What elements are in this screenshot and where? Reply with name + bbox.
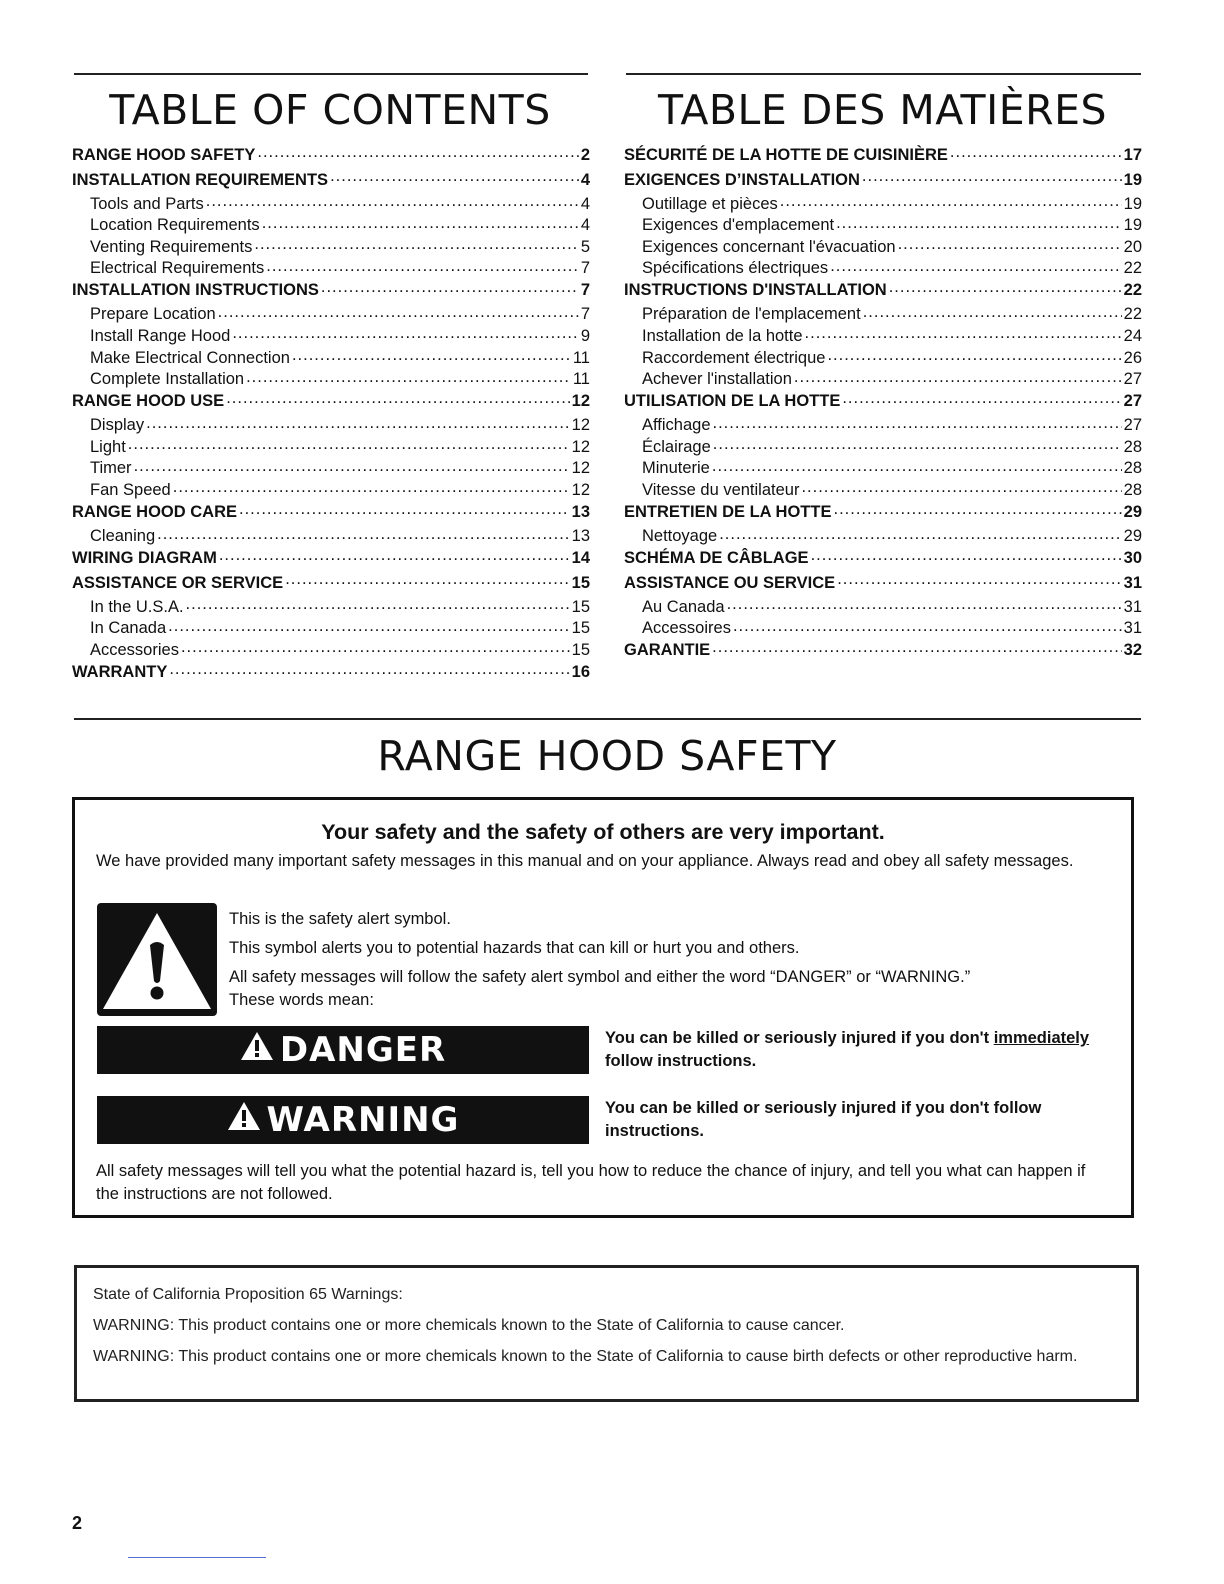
toc-entry-page: 4 — [580, 194, 590, 213]
toc-entry-label: Venting Requirements — [90, 237, 253, 256]
toc-dot-leader — [837, 571, 1121, 588]
toc-section-entry[interactable] — [624, 143, 1142, 168]
toc-dot-leader — [321, 279, 579, 296]
warning-alert-triangle-icon — [227, 1100, 261, 1140]
toc-dot-leader — [168, 617, 569, 634]
toc-subsection-entry[interactable] — [624, 414, 1142, 436]
warning-label: WARNING — [266, 1100, 460, 1140]
page-number: 2 — [72, 1513, 83, 1533]
toc-subsection-entry[interactable] — [72, 324, 590, 346]
toc-dot-leader — [836, 214, 1122, 231]
toc-section-entry[interactable] — [72, 571, 590, 596]
toc-entry-page: 5 — [580, 237, 590, 256]
toc-entry-label: Light — [90, 437, 126, 456]
safety-top-rule — [74, 718, 1141, 720]
toc-entry-page: 12 — [571, 392, 590, 411]
toc-dot-leader — [254, 235, 578, 252]
toc-entry-page: 29 — [1123, 527, 1142, 546]
toc-entry-page: 2 — [580, 146, 590, 164]
toc-subsection-entry[interactable] — [72, 525, 590, 547]
toc-entry-page: 27 — [1123, 370, 1142, 389]
toc-dot-leader — [794, 368, 1122, 385]
danger-signal-word — [97, 1026, 589, 1074]
safety-heading: Your safety and the safety of others are very important. — [321, 820, 885, 844]
prop65-title: State of California Proposition 65 Warnings: — [93, 1286, 403, 1303]
prop65-warning-reproductive: WARNING: This product contains one or more chemicals known to the State of California to cause birth defects or other reproductive harm. — [93, 1348, 1078, 1365]
toc-subsection-entry[interactable] — [624, 324, 1142, 346]
toc-entry-label: Install Range Hood — [90, 326, 231, 345]
toc-dot-leader — [186, 595, 570, 612]
toc-entry-label: Accessories — [90, 640, 179, 659]
toc-subsection-entry[interactable] — [72, 214, 590, 236]
toc-subsection-entry[interactable] — [72, 435, 590, 457]
toc-entry-label: GARANTIE — [624, 641, 711, 660]
toc-subsection-entry[interactable] — [72, 595, 590, 617]
toc-entry-label: Achever l'installation — [642, 370, 792, 389]
toc-dot-leader — [157, 525, 570, 542]
toc-entry-label: Electrical Requirements — [90, 259, 265, 278]
toc-entry-label: Tools and Parts — [90, 194, 204, 213]
toc-entry-page: 24 — [1123, 326, 1142, 345]
toc-dot-leader — [727, 595, 1122, 612]
toc-entry-page: 31 — [1123, 573, 1142, 592]
toc-subsection-entry[interactable] — [72, 457, 590, 479]
toc-entry-page: 22 — [1123, 281, 1142, 300]
toc-entry-page: 32 — [1123, 641, 1142, 660]
toc-dot-leader — [862, 168, 1122, 185]
toc-dot-leader — [801, 479, 1121, 496]
toc-entry-label: RANGE HOOD USE — [72, 392, 225, 411]
toc-dot-leader — [712, 457, 1122, 474]
toc-subsection-entry[interactable] — [624, 457, 1142, 479]
toc-dot-leader — [226, 390, 569, 407]
toc-section-entry[interactable] — [72, 546, 590, 571]
toc-subsection-entry[interactable] — [624, 257, 1142, 279]
toc-dot-leader — [292, 346, 571, 363]
toc-dot-leader — [827, 346, 1121, 363]
toc-subsection-entry[interactable] — [624, 192, 1142, 214]
toc-dot-leader — [232, 324, 578, 341]
toc-subsection-entry[interactable] — [72, 368, 590, 390]
toc-dot-leader — [134, 457, 570, 474]
danger-message-emphasis: immediately — [993, 1029, 1090, 1047]
toc-dot-leader — [805, 324, 1122, 341]
toc-entry-page: 22 — [1123, 259, 1142, 278]
toc-entry-label: RANGE HOOD CARE — [72, 503, 238, 522]
toc-dot-leader — [830, 257, 1121, 274]
toc-subsection-entry[interactable] — [72, 414, 590, 436]
toc-dot-leader — [712, 639, 1121, 656]
toc-entry-label: WARRANTY — [72, 663, 168, 681]
toc-subsection-entry[interactable] — [624, 595, 1142, 617]
toc-fr-title: TABLE DES MATIÈRES — [657, 86, 1108, 134]
toc-entry-label: Installation de la hotte — [642, 326, 803, 345]
toc-entry-label: Prepare Location — [90, 305, 216, 324]
toc-dot-leader — [239, 501, 570, 518]
toc-entry-page: 12 — [571, 416, 590, 435]
toc-dot-leader — [285, 571, 569, 588]
toc-section-entry[interactable] — [72, 143, 590, 168]
danger-label: DANGER — [279, 1030, 447, 1070]
toc-entry-label: ENTRETIEN DE LA HOTTE — [624, 503, 832, 522]
toc-dot-leader — [218, 303, 579, 320]
toc-subsection-entry[interactable] — [72, 617, 590, 639]
toc-entry-page: 19 — [1123, 170, 1142, 189]
toc-entry-page: 28 — [1123, 481, 1142, 500]
toc-entry-label: Exigences d'emplacement — [642, 216, 835, 235]
toc-subsection-entry[interactable] — [624, 214, 1142, 236]
toc-entry-page: 14 — [571, 549, 590, 568]
toc-subsection-entry[interactable] — [624, 479, 1142, 501]
toc-entry-label: UTILISATION DE LA HOTTE — [624, 392, 841, 411]
toc-entry-label: Accessoires — [642, 619, 731, 638]
toc-entry-page: 13 — [571, 527, 590, 546]
toc-entry-label: Cleaning — [90, 527, 156, 546]
toc-subsection-entry[interactable] — [72, 235, 590, 257]
toc-section-entry[interactable] — [72, 500, 590, 525]
toc-entry-page: 30 — [1123, 549, 1142, 568]
toc-subsection-entry[interactable] — [624, 368, 1142, 390]
toc-section-entry[interactable] — [624, 389, 1142, 414]
toc-entry-label: EXIGENCES D’INSTALLATION — [624, 170, 860, 189]
toc-entry-label: Nettoyage — [642, 527, 718, 546]
toc-entry-label: WIRING DIAGRAM — [72, 549, 217, 568]
prop65-box — [74, 1265, 1139, 1402]
toc-subsection-entry[interactable] — [624, 235, 1142, 257]
toc-entry-page: 27 — [1123, 392, 1142, 411]
safety-intro: We have provided many important safety messages in this manual and on your appliance. Always read and obey all safety messages. — [96, 852, 1074, 870]
toc-entry-page: 9 — [580, 326, 590, 345]
toc-entry-label: ASSISTANCE OR SERVICE — [72, 573, 284, 592]
toc-entry-label: SCHÉMA DE CÂBLAGE — [624, 549, 809, 568]
toc-dot-leader — [713, 414, 1122, 431]
safety-section-title: RANGE HOOD SAFETY — [377, 732, 837, 780]
toc-entry-label: Minuterie — [642, 459, 710, 478]
toc-dot-leader — [898, 235, 1122, 252]
toc-entry-label: INSTRUCTIONS D'INSTALLATION — [624, 281, 887, 300]
toc-en-list — [72, 143, 590, 685]
toc-entry-label: Location Requirements — [90, 216, 260, 235]
toc-en-title: TABLE OF CONTENTS — [109, 86, 551, 134]
toc-dot-leader — [713, 435, 1122, 452]
toc-dot-leader — [169, 661, 569, 678]
toc-subsection-entry[interactable] — [72, 638, 590, 660]
toc-entry-page: 15 — [571, 619, 590, 638]
toc-entry-page: 15 — [571, 573, 590, 592]
warning-signal-word — [97, 1096, 589, 1144]
toc-section-entry[interactable] — [624, 278, 1142, 303]
toc-entry-label: Outillage et pièces — [642, 194, 778, 213]
toc-section-entry[interactable] — [72, 389, 590, 414]
toc-section-entry[interactable] — [624, 571, 1142, 596]
toc-entry-page: 15 — [571, 597, 590, 616]
toc-entry-page: 7 — [580, 259, 590, 278]
toc-dot-leader — [950, 144, 1122, 161]
toc-entry-label: In Canada — [90, 619, 167, 638]
toc-entry-page: 31 — [1123, 597, 1142, 616]
toc-section-entry[interactable] — [624, 500, 1142, 525]
toc-dot-leader — [181, 638, 570, 655]
toc-entry-page: 27 — [1123, 416, 1142, 435]
toc-dot-leader — [733, 617, 1122, 634]
toc-subsection-entry[interactable] — [72, 192, 590, 214]
toc-entry-label: INSTALLATION REQUIREMENTS — [72, 170, 329, 189]
toc-entry-page: 7 — [580, 281, 590, 300]
safety-box — [72, 797, 1134, 1218]
toc-section-entry[interactable] — [624, 638, 1142, 663]
toc-subsection-entry[interactable] — [72, 303, 590, 325]
symbol-line-2: This symbol alerts you to potential hazards that can kill or hurt you and others. — [229, 939, 800, 957]
toc-dot-leader — [246, 368, 571, 385]
safety-outro: All safety messages will tell you what the potential hazard is, tell you how to reduce the chance of injury, and tell you what can happen if the instructions are not followed. — [96, 1162, 1086, 1203]
toc-subsection-entry[interactable] — [624, 435, 1142, 457]
toc-subsection-entry[interactable] — [624, 525, 1142, 547]
toc-entry-page: 29 — [1123, 503, 1142, 522]
toc-dot-leader — [206, 192, 579, 209]
toc-dot-leader — [780, 192, 1122, 209]
toc-entry-label: Display — [90, 416, 145, 435]
toc-entry-label: In the U.S.A. — [90, 597, 184, 616]
toc-entry-page: 16 — [571, 663, 590, 681]
toc-dot-leader — [173, 479, 570, 496]
toc-entry-page: 28 — [1123, 437, 1142, 456]
toc-dot-leader — [146, 414, 570, 431]
warning-message: You can be killed or seriously injured if you don't follow instructions. — [605, 1099, 1042, 1140]
safety-alert-icon — [97, 903, 217, 1016]
symbol-line-4: These words mean: — [229, 991, 374, 1009]
toc-subsection-entry[interactable] — [624, 303, 1142, 325]
toc-dot-leader — [257, 144, 578, 161]
toc-entry-page: 26 — [1123, 348, 1142, 367]
toc-subsection-entry[interactable] — [72, 479, 590, 501]
danger-alert-triangle-icon — [240, 1030, 274, 1070]
symbol-line-1: This is the safety alert symbol. — [229, 910, 451, 928]
toc-dot-leader — [266, 257, 579, 274]
toc-entry-label: Fan Speed — [90, 481, 171, 500]
toc-section-entry[interactable] — [72, 168, 590, 193]
toc-section-entry[interactable] — [624, 168, 1142, 193]
toc-entry-label: Affichage — [642, 416, 711, 435]
toc-entry-label: Vitesse du ventilateur — [642, 481, 800, 500]
toc-dot-leader — [330, 168, 579, 185]
toc-entry-page: 28 — [1123, 459, 1142, 478]
danger-message-end: follow instructions. — [605, 1052, 757, 1070]
danger-message-start: You can be killed or seriously injured if you don't — [605, 1029, 994, 1047]
toc-entry-label: Spécifications électriques — [642, 259, 829, 278]
toc-entry-page: 15 — [571, 640, 590, 659]
toc-entry-label: INSTALLATION INSTRUCTIONS — [72, 281, 319, 300]
toc-dot-leader — [128, 435, 570, 452]
toc-section-entry[interactable] — [624, 546, 1142, 571]
toc-dot-leader — [219, 547, 570, 564]
toc-entry-label: Éclairage — [642, 437, 711, 456]
toc-subsection-entry[interactable] — [624, 617, 1142, 639]
toc-entry-page: 12 — [571, 481, 590, 500]
toc-subsection-entry[interactable] — [624, 346, 1142, 368]
danger-message — [605, 1027, 1130, 1073]
toc-dot-leader — [719, 525, 1121, 542]
toc-dot-leader — [811, 547, 1122, 564]
toc-entry-label: SÉCURITÉ DE LA HOTTE DE CUISINIÈRE — [624, 146, 948, 164]
toc-entry-page: 20 — [1123, 237, 1142, 256]
toc-entry-page: 19 — [1123, 216, 1142, 235]
toc-entry-page: 7 — [580, 305, 590, 324]
footer-link-underline — [128, 1557, 266, 1558]
toc-entry-page: 13 — [571, 503, 590, 522]
toc-entry-label: Au Canada — [642, 597, 725, 616]
toc-fr-list — [624, 143, 1142, 663]
toc-entry-label: Raccordement électrique — [642, 348, 826, 367]
toc-section-entry[interactable] — [72, 278, 590, 303]
toc-dot-leader — [863, 303, 1122, 320]
toc-subsection-entry[interactable] — [72, 346, 590, 368]
toc-dot-leader — [842, 390, 1121, 407]
toc-entry-label: RANGE HOOD SAFETY — [72, 146, 256, 164]
toc-entry-page: 4 — [580, 216, 590, 235]
toc-entry-label: ASSISTANCE OU SERVICE — [624, 573, 836, 592]
toc-entry-page: 12 — [571, 459, 590, 478]
symbol-line-3: All safety messages will follow the safety alert symbol and either the word “DANGER” or “WARNING.” — [229, 968, 971, 986]
toc-section-entry[interactable] — [72, 660, 590, 685]
toc-entry-label: Préparation de l'emplacement — [642, 305, 861, 324]
toc-entry-page: 19 — [1123, 194, 1142, 213]
toc-entry-page: 12 — [571, 437, 590, 456]
toc-subsection-entry[interactable] — [72, 257, 590, 279]
toc-entry-label: Make Electrical Connection — [90, 348, 290, 367]
toc-fr-top-rule — [626, 73, 1141, 75]
toc-entry-page: 22 — [1123, 305, 1142, 324]
toc-entry-page: 31 — [1123, 619, 1142, 638]
toc-entry-label: Timer — [90, 459, 132, 478]
toc-entry-page: 11 — [572, 370, 590, 389]
toc-dot-leader — [833, 501, 1121, 518]
toc-entry-page: 17 — [1123, 146, 1142, 164]
toc-dot-leader — [262, 214, 579, 231]
toc-en-top-rule — [74, 73, 588, 75]
toc-entry-label: Exigences concernant l'évacuation — [642, 237, 896, 256]
toc-entry-page: 11 — [572, 348, 590, 367]
toc-dot-leader — [889, 279, 1122, 296]
prop65-warning-cancer: WARNING: This product contains one or more chemicals known to the State of California to cause cancer. — [93, 1317, 845, 1334]
toc-entry-label: Complete Installation — [90, 370, 245, 389]
toc-entry-page: 4 — [580, 170, 590, 189]
